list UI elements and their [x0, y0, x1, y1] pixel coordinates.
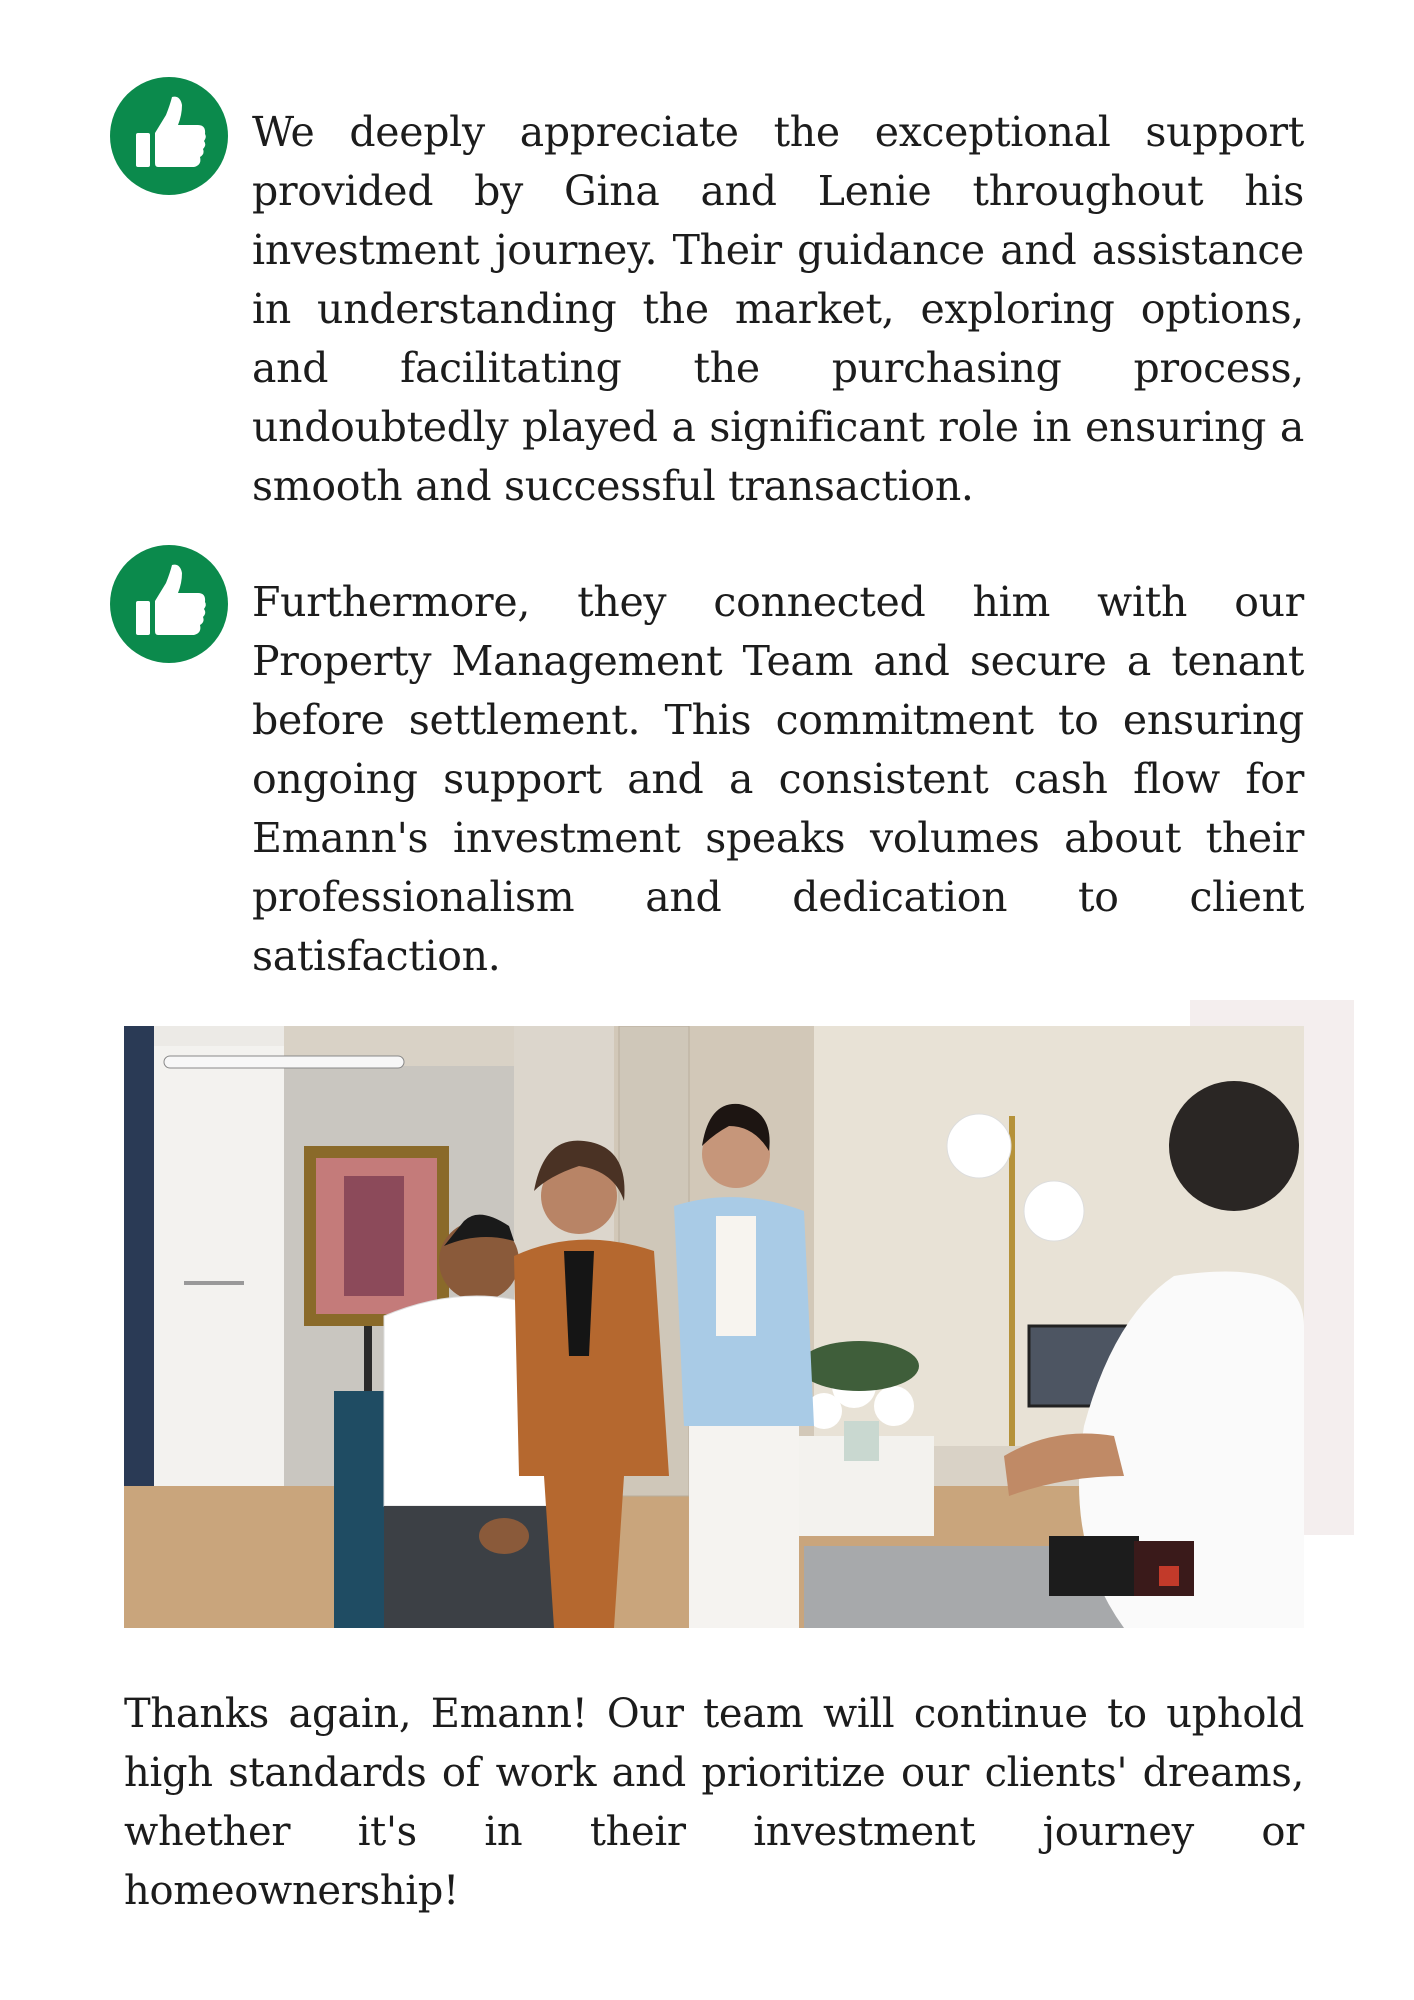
- paragraph-thanks: Thanks again, Emann! Our team will continue to uphold high standards of work and prioritize our clients' dreams, whether it's in their investment journey or homeownership!: [124, 1691, 1304, 1914]
- paragraph-appreciation: We deeply appreciate the exceptional support provided by Gina and Lenie throughout his investment journey. Their guidance and assistance in understanding the market, exploring options, and facilitating the purchasing process, undoubtedly played a significant role in ensuring a smooth and successful transaction.: [252, 108, 1304, 510]
- team-photo: [124, 1026, 1304, 1628]
- thumbs-up-icon: [110, 77, 228, 195]
- thumbs-up-icon: [110, 545, 228, 663]
- paragraph-property-management: Furthermore, they connected him with our Property Management Team and secure a tenant before settlement. This commitment to ensuring ongoing support and a consistent cash flow for Emann's investment speaks volumes about their professionalism and dedication to client satisfaction.: [252, 578, 1304, 980]
